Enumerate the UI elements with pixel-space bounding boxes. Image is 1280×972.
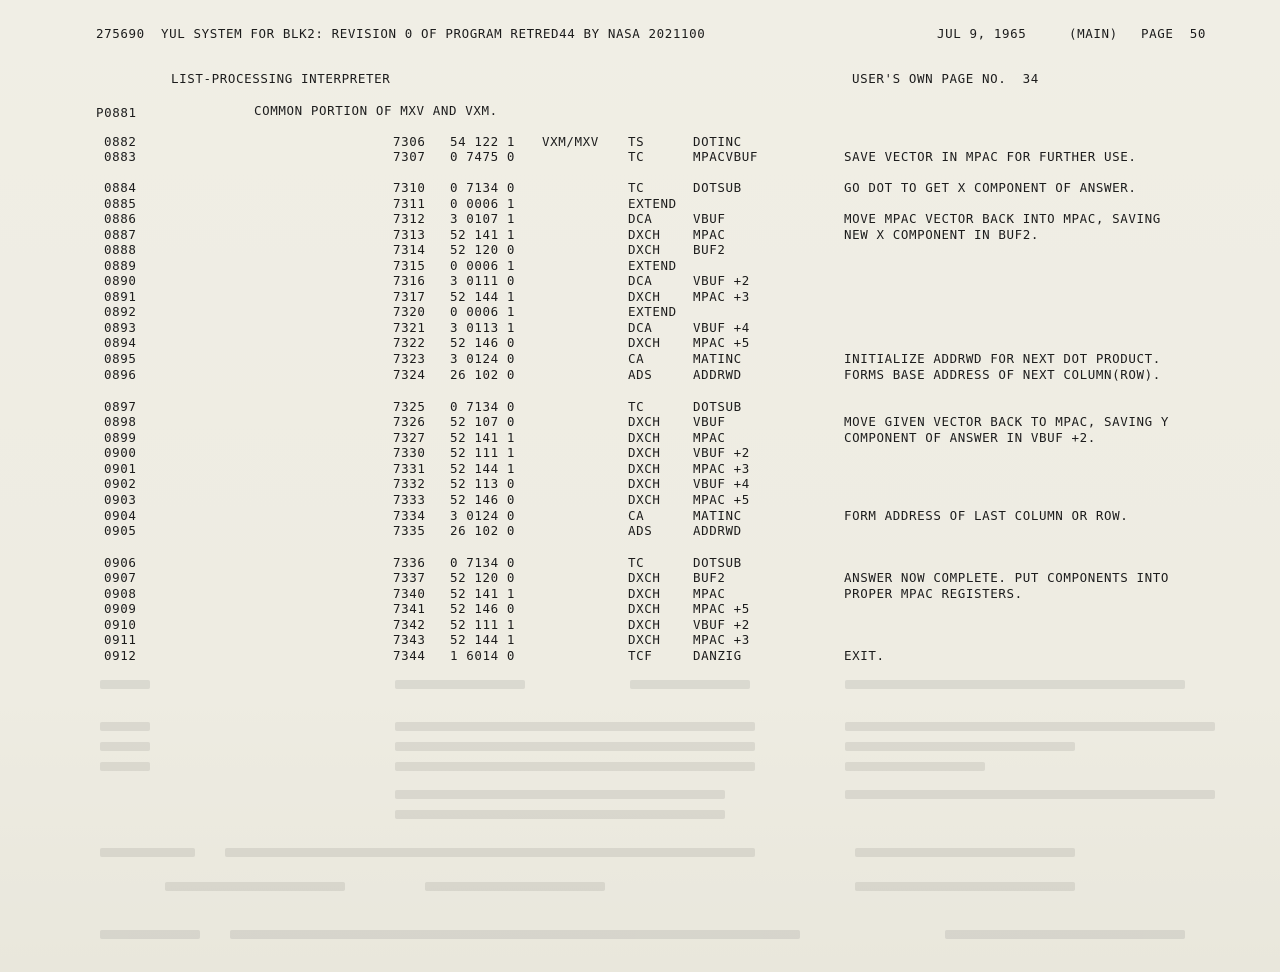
opcode: DXCH <box>628 476 661 491</box>
address: VBUF +4 <box>693 476 750 491</box>
opcode: DXCH <box>628 289 661 304</box>
listing-row <box>0 648 1280 664</box>
line-number: 0892 <box>104 304 137 319</box>
location: 7306 <box>393 134 426 149</box>
location: 7333 <box>393 492 426 507</box>
listing-row <box>0 586 1280 602</box>
line-number: 0908 <box>104 586 137 601</box>
octal-word: 26 102 0 <box>450 523 516 538</box>
line-number: 0906 <box>104 555 137 570</box>
header-title: 275690 YUL SYSTEM FOR BLK2: REVISION 0 OF PROGRAM RETRED44 BY NASA 2021100 <box>96 26 706 41</box>
opcode: DXCH <box>628 601 661 616</box>
location: 7324 <box>393 367 426 382</box>
comment: INITIALIZE ADDRWD FOR NEXT DOT PRODUCT. <box>844 351 1161 366</box>
line-number: 0903 <box>104 492 137 507</box>
comment: EXIT. <box>844 648 885 663</box>
address: BUF2 <box>693 242 726 257</box>
page-reference: P0881 <box>96 105 137 120</box>
comment: PROPER MPAC REGISTERS. <box>844 586 1023 601</box>
address: DOTINC <box>693 134 742 149</box>
comment: FORM ADDRESS OF LAST COLUMN OR ROW. <box>844 508 1129 523</box>
opcode: DXCH <box>628 227 661 242</box>
bleed-through-shadow <box>0 680 1280 972</box>
location: 7313 <box>393 227 426 242</box>
octal-word: 52 113 0 <box>450 476 516 491</box>
comment: SAVE VECTOR IN MPAC FOR FURTHER USE. <box>844 149 1137 164</box>
opcode: DXCH <box>628 570 661 585</box>
octal-word: 3 0124 0 <box>450 351 516 366</box>
location: 7317 <box>393 289 426 304</box>
label: VXM/MXV <box>542 134 599 149</box>
octal-word: 52 120 0 <box>450 242 516 257</box>
line-number: 0886 <box>104 211 137 226</box>
opcode: DXCH <box>628 445 661 460</box>
opcode: DXCH <box>628 461 661 476</box>
opcode: TC <box>628 555 645 570</box>
location: 7326 <box>393 414 426 429</box>
opcode: DXCH <box>628 414 661 429</box>
address: MPAC <box>693 586 726 601</box>
location: 7331 <box>393 461 426 476</box>
octal-word: 3 0107 1 <box>450 211 516 226</box>
line-number: 0895 <box>104 351 137 366</box>
octal-word: 0 0006 1 <box>450 196 516 211</box>
line-number: 0884 <box>104 180 137 195</box>
line-number: 0909 <box>104 601 137 616</box>
octal-word: 26 102 0 <box>450 367 516 382</box>
location: 7337 <box>393 570 426 585</box>
octal-word: 0 7134 0 <box>450 555 516 570</box>
listing-row <box>0 523 1280 539</box>
octal-word: 52 111 1 <box>450 445 516 460</box>
line-number: 0898 <box>104 414 137 429</box>
listing-row <box>0 304 1280 320</box>
location: 7316 <box>393 273 426 288</box>
address: MPAC <box>693 430 726 445</box>
line-number: 0912 <box>104 648 137 663</box>
listing-row <box>0 399 1280 415</box>
listing-row <box>0 273 1280 289</box>
line-number: 0890 <box>104 273 137 288</box>
opcode: DXCH <box>628 430 661 445</box>
line-number: 0911 <box>104 632 137 647</box>
address: VBUF +4 <box>693 320 750 335</box>
listing-row <box>0 320 1280 336</box>
opcode: DXCH <box>628 335 661 350</box>
line-number: 0885 <box>104 196 137 211</box>
opcode: DXCH <box>628 492 661 507</box>
line-number: 0888 <box>104 242 137 257</box>
line-number: 0910 <box>104 617 137 632</box>
octal-word: 1 6014 0 <box>450 648 516 663</box>
address: DOTSUB <box>693 399 742 414</box>
section-name: LIST-PROCESSING INTERPRETER <box>171 71 391 86</box>
opcode: TS <box>628 134 645 149</box>
address: VBUF +2 <box>693 273 750 288</box>
address: MATINC <box>693 508 742 523</box>
listing-row <box>0 196 1280 212</box>
comment: MOVE GIVEN VECTOR BACK TO MPAC, SAVING Y <box>844 414 1170 429</box>
octal-word: 54 122 1 <box>450 134 516 149</box>
octal-word: 52 120 0 <box>450 570 516 585</box>
listing-row <box>0 134 1280 150</box>
location: 7307 <box>393 149 426 164</box>
octal-word: 52 146 0 <box>450 492 516 507</box>
listing-row <box>0 601 1280 617</box>
line-number: 0901 <box>104 461 137 476</box>
octal-word: 0 7134 0 <box>450 180 516 195</box>
octal-word: 52 141 1 <box>450 227 516 242</box>
octal-word: 52 146 0 <box>450 335 516 350</box>
octal-word: 0 0006 1 <box>450 258 516 273</box>
listing-row <box>0 617 1280 633</box>
address: VBUF <box>693 211 726 226</box>
line-number: 0899 <box>104 430 137 445</box>
octal-word: 52 107 0 <box>450 414 516 429</box>
opcode: DXCH <box>628 586 661 601</box>
line-number: 0904 <box>104 508 137 523</box>
location: 7325 <box>393 399 426 414</box>
listing-row <box>0 258 1280 274</box>
octal-word: 0 0006 1 <box>450 304 516 319</box>
location: 7332 <box>393 476 426 491</box>
section-title: COMMON PORTION OF MXV AND VXM. <box>254 103 498 118</box>
octal-word: 3 0111 0 <box>450 273 516 288</box>
address: MPAC +5 <box>693 601 750 616</box>
line-number: 0891 <box>104 289 137 304</box>
octal-word: 3 0113 1 <box>450 320 516 335</box>
opcode: CA <box>628 351 645 366</box>
line-number: 0897 <box>104 399 137 414</box>
comment: FORMS BASE ADDRESS OF NEXT COLUMN(ROW). <box>844 367 1161 382</box>
opcode: ADS <box>628 523 653 538</box>
listing-row <box>0 555 1280 571</box>
opcode: DCA <box>628 211 653 226</box>
octal-word: 52 144 1 <box>450 461 516 476</box>
address: MPAC +3 <box>693 289 750 304</box>
listing-row <box>0 476 1280 492</box>
listing-row <box>0 461 1280 477</box>
listing-row <box>0 180 1280 196</box>
comment: NEW X COMPONENT IN BUF2. <box>844 227 1040 242</box>
line-number: 0883 <box>104 149 137 164</box>
address: MPAC +5 <box>693 335 750 350</box>
octal-word: 52 144 1 <box>450 632 516 647</box>
listing-row <box>0 149 1280 165</box>
location: 7322 <box>393 335 426 350</box>
location: 7342 <box>393 617 426 632</box>
line-number: 0905 <box>104 523 137 538</box>
listing-row <box>0 492 1280 508</box>
octal-word: 52 146 0 <box>450 601 516 616</box>
address: MPAC <box>693 227 726 242</box>
listing-row <box>0 508 1280 524</box>
octal-word: 3 0124 0 <box>450 508 516 523</box>
octal-word: 52 141 1 <box>450 586 516 601</box>
header-page-number: PAGE 50 <box>1141 26 1207 41</box>
address: VBUF <box>693 414 726 429</box>
line-number: 0893 <box>104 320 137 335</box>
location: 7340 <box>393 586 426 601</box>
address: DOTSUB <box>693 180 742 195</box>
octal-word: 0 7475 0 <box>450 149 516 164</box>
line-number: 0902 <box>104 476 137 491</box>
listing-row <box>0 414 1280 430</box>
octal-word: 52 144 1 <box>450 289 516 304</box>
address: VBUF +2 <box>693 617 750 632</box>
address: ADDRWD <box>693 523 742 538</box>
listing-row <box>0 570 1280 586</box>
address: MPAC +5 <box>693 492 750 507</box>
opcode: TC <box>628 399 645 414</box>
opcode: TC <box>628 149 645 164</box>
address: BUF2 <box>693 570 726 585</box>
location: 7336 <box>393 555 426 570</box>
location: 7341 <box>393 601 426 616</box>
line-number: 0894 <box>104 335 137 350</box>
opcode: DXCH <box>628 242 661 257</box>
header-main: (MAIN) <box>1069 26 1118 41</box>
location: 7344 <box>393 648 426 663</box>
line-number: 0900 <box>104 445 137 460</box>
opcode: CA <box>628 508 645 523</box>
location: 7315 <box>393 258 426 273</box>
opcode: ADS <box>628 367 653 382</box>
octal-word: 52 141 1 <box>450 430 516 445</box>
location: 7310 <box>393 180 426 195</box>
location: 7343 <box>393 632 426 647</box>
listing-row <box>0 289 1280 305</box>
listing-row <box>0 211 1280 227</box>
address: MPACVBUF <box>693 149 759 164</box>
listing-row <box>0 632 1280 648</box>
listing-row <box>0 445 1280 461</box>
comment: MOVE MPAC VECTOR BACK INTO MPAC, SAVING <box>844 211 1161 226</box>
line-number: 0907 <box>104 570 137 585</box>
location: 7321 <box>393 320 426 335</box>
address: VBUF +2 <box>693 445 750 460</box>
address: ADDRWD <box>693 367 742 382</box>
opcode: DCA <box>628 320 653 335</box>
address: MPAC +3 <box>693 632 750 647</box>
location: 7327 <box>393 430 426 445</box>
address: DANZIG <box>693 648 742 663</box>
users-page-number: USER'S OWN PAGE NO. 34 <box>852 71 1039 86</box>
opcode: TCF <box>628 648 653 663</box>
octal-word: 0 7134 0 <box>450 399 516 414</box>
listing-row <box>0 430 1280 446</box>
location: 7312 <box>393 211 426 226</box>
comment: ANSWER NOW COMPLETE. PUT COMPONENTS INTO <box>844 570 1170 585</box>
opcode: EXTEND <box>628 258 677 273</box>
line-number: 0882 <box>104 134 137 149</box>
address: MATINC <box>693 351 742 366</box>
location: 7311 <box>393 196 426 211</box>
line-number: 0887 <box>104 227 137 242</box>
opcode: DXCH <box>628 617 661 632</box>
opcode: EXTEND <box>628 196 677 211</box>
location: 7320 <box>393 304 426 319</box>
opcode: DXCH <box>628 632 661 647</box>
location: 7330 <box>393 445 426 460</box>
line-number: 0889 <box>104 258 137 273</box>
comment: COMPONENT OF ANSWER IN VBUF +2. <box>844 430 1096 445</box>
location: 7334 <box>393 508 426 523</box>
listing-row <box>0 242 1280 258</box>
location: 7323 <box>393 351 426 366</box>
opcode: DCA <box>628 273 653 288</box>
opcode: TC <box>628 180 645 195</box>
location: 7335 <box>393 523 426 538</box>
address: DOTSUB <box>693 555 742 570</box>
comment: GO DOT TO GET X COMPONENT OF ANSWER. <box>844 180 1137 195</box>
opcode: EXTEND <box>628 304 677 319</box>
listing-row <box>0 227 1280 243</box>
header-date: JUL 9, 1965 <box>937 26 1027 41</box>
octal-word: 52 111 1 <box>450 617 516 632</box>
location: 7314 <box>393 242 426 257</box>
address: MPAC +3 <box>693 461 750 476</box>
listing-row <box>0 335 1280 351</box>
line-number: 0896 <box>104 367 137 382</box>
listing-row <box>0 351 1280 367</box>
listing-row <box>0 367 1280 383</box>
